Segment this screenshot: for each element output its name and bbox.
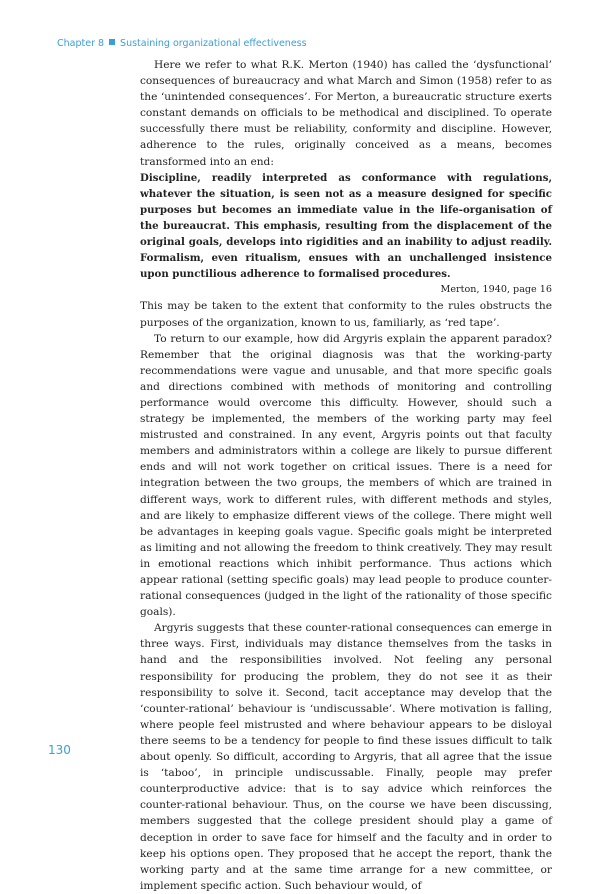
chapter-label: Chapter 8 bbox=[57, 38, 105, 49]
quote-citation: Merton, 1940, page 16 bbox=[440, 284, 552, 296]
paragraph-merton-intro: Here we refer to what R.K. Merton (1940) has called the ‘dysfunctional’ consequences of bureaucracy and what March and Simon (1958) refer to as the ‘unintended consequences’. For Merton, a bureaucratic structure exerts constant demands on officials to be methodical and disciplined. To operate successfully there must be reliability, conformity and discipline. However, adherence to the rules, originally conceived as a means, becomes transformed into an end: bbox=[140, 59, 552, 168]
paragraph-counter-rational: Argyris suggests that these counter-rational consequences can emerge in three ways. First, individuals may distance themselves from the tasks in hand and the responsibilities involved. Not feeling any personal responsibility for producing the problem, they do not see it as their responsibility to solve it. Second, tacit acceptance may develop that the ‘counter-rational’ behaviour is ‘undiscussable’. Where motivation is falling, where people feel mistrusted and where behaviour appears to be disloyal there seems to be a tendency for people to find these issues difficult to talk about openly. So difficult, according to Argyris, that all agree that the issue is ‘taboo’, in principle undiscussable. Finally, people may prefer counterproductive advice: that is to say advice which reinforces the counter-rational behaviour. Thus, on the course we have been discussing, members suggested that the college president should play a game of deception in order to save face for himself and the faculty and in order to keep his options open. They proposed that he accept the report, thank the working party and at the same time arrange for a new committee, or implement specific action. Such behaviour would, of bbox=[140, 622, 552, 892]
square-bullet-icon bbox=[109, 39, 115, 45]
running-header bbox=[57, 38, 307, 49]
chapter-title: Sustaining organizational effectiveness bbox=[120, 38, 307, 49]
paragraph-red-tape: This may be taken to the extent that conformity to the rules obstructs the purposes of the organization, known to us, familiarly, as ‘red tape’. bbox=[140, 300, 552, 329]
paragraph-argyris-paradox: To return to our example, how did Argyris explain the apparent paradox? Remember that the original diagnosis was that the working-party recommendations were vague and unusable, and that more specific goals and directions combined with methods of monitoring and controlling performance would overcome this difficulty. However, should such a strategy be implemented, the members of the working party may feel mistrusted and constrained. In any event, Argyris points out that faculty members and administrators within a college are likely to pursue different ends and will not work together on critical issues. There is a need for integration between the two groups, the members of which are trained in different ways, work to different rules, with different methods and styles, and are likely to emphasize different views of the college. There might well be advantages in keeping goals vague. Specific goals might be interpreted as limiting and not allowing the freedom to think creatively. They may result in emotional reactions which inhibit performance. Thus actions which appear rational (setting specific goals) may lead people to produce counter-rational consequences (judged in the light of the rationality of those specific goals). bbox=[140, 332, 552, 619]
page-number: 130 bbox=[48, 743, 71, 757]
main-text bbox=[140, 57, 552, 894]
block-quote: Discipline, readily interpreted as conformance with regulations, whatever the situation, is seen not as a measure designed for specific purposes but becomes an immediate value in the life-organisation of the bureaucrat. This emphasis, resulting from the displacement of the original goals, develops into rigidities and an inability to adjust readily. Formalism, even ritualism, ensues with an unchallenged insistence upon punctilious adherence to formalised procedures. bbox=[140, 171, 552, 281]
